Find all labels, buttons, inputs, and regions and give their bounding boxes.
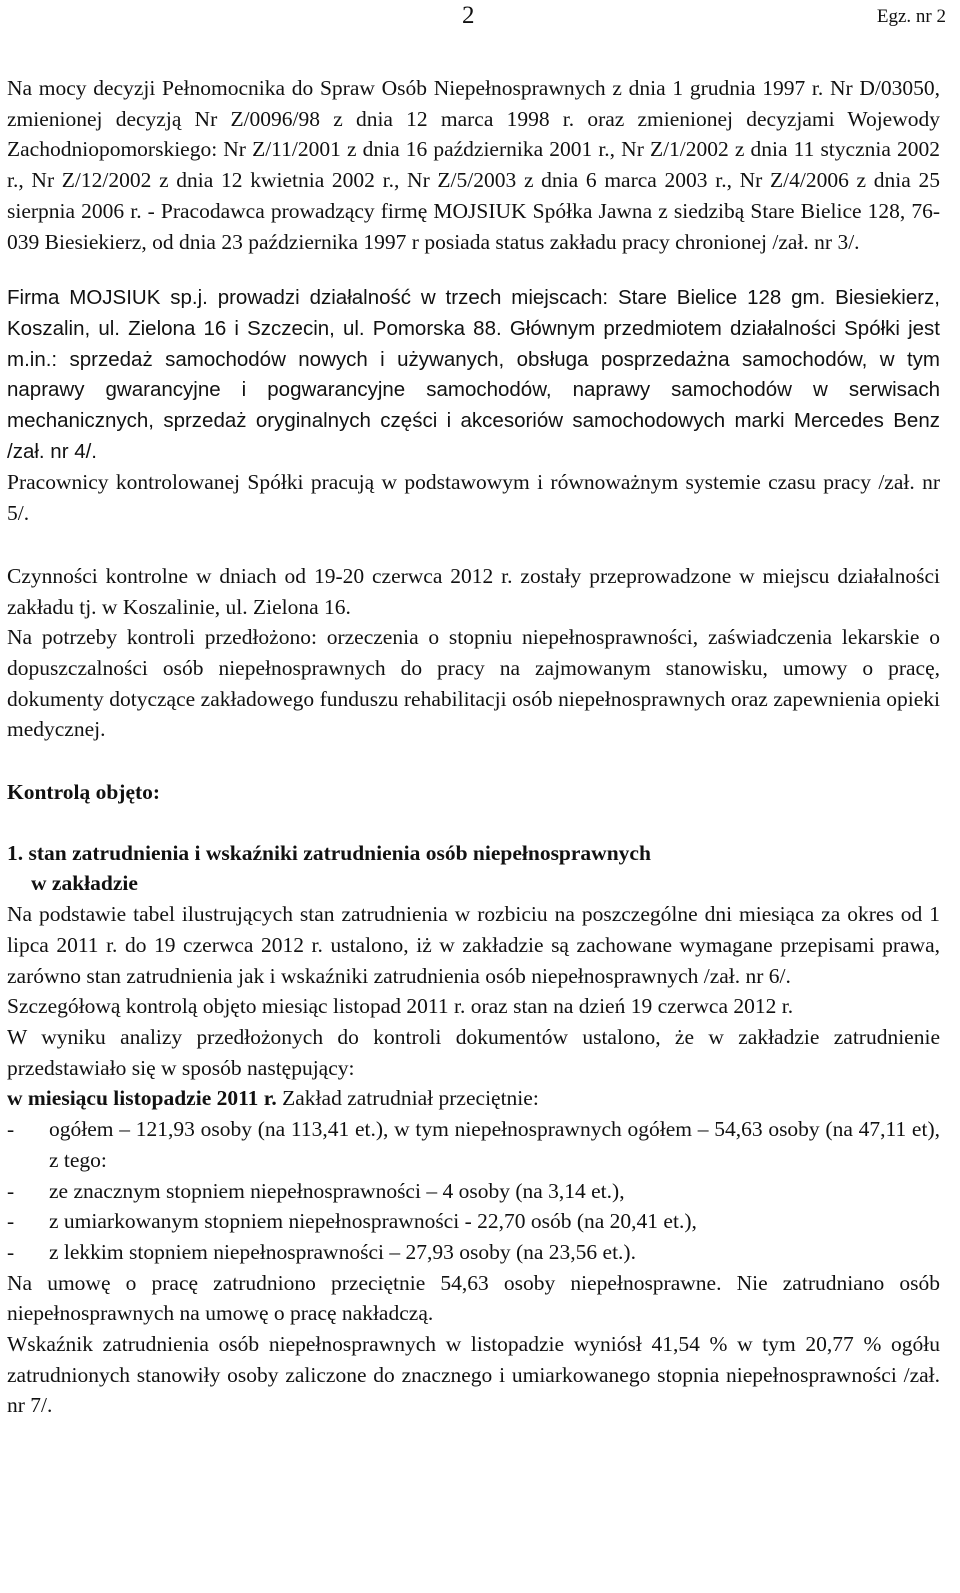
intro-paragraph-inspection-dates: Czynności kontrolne w dniach od 19-20 czerwca 2012 r. zostały przeprowadzone w miejscu działalności zakładu tj. w Koszalinie, ul. Zielona 16.	[7, 563, 940, 619]
section-1-paragraph-indicator: Wskaźnik zatrudnienia osób niepełnosprawnych w listopadzie wyniósł 41,54 % w tym 20,77 % ogółu zatrudnionych stanowiły osoby zaliczone do znacznego i umiarkowanego stopnia niepełnosprawności /zał. nr 7/.	[7, 1332, 940, 1418]
list-item-text: ze znacznym stopniem niepełnosprawności – 4 osoby (na 3,14 et.),	[49, 1178, 625, 1203]
section-1-paragraph-tables: Na podstawie tabel ilustrujących stan zatrudnienia w rozbiciu na poszczególne dni miesiąca za okres od 1 lipca 2011 r. do 19 czerwca 2012 r. ustalono, iż w zakładzie są zachowane wymagane przepisami prawa, zarówno stan zatrudnienia jak i wskaźniki zatrudnienia osób niepełnosprawnych /zał. nr 6/.	[7, 902, 940, 988]
section-1-paragraph-detailed-scope: Szczegółową kontrolą objęto miesiąc listopad 2011 r. oraz stan na dzień 19 czerwca 2012 r.	[7, 994, 794, 1019]
list-item	[7, 1206, 940, 1237]
list-bullet: -	[7, 1117, 15, 1142]
list-item-text: z umiarkowanym stopniem niepełnosprawności - 22,70 osób (na 20,41 et.),	[49, 1209, 697, 1234]
section-1-title-line1: 1. stan zatrudnienia i wskaźniki zatrudnienia osób niepełnosprawnych	[7, 840, 651, 865]
list-item-text: z lekkim stopniem niepełnosprawności – 27,93 osoby (na 23,56 et.).	[49, 1239, 636, 1264]
document-body	[7, 73, 940, 1421]
intro-paragraph-documents: Na potrzeby kontroli przedłożono: orzeczenia o stopniu niepełnosprawności, zaświadczenia lekarskie o dopuszczalności osób niepełnosprawnych do pracy na zajmowanym stanowisku, umowy o pracę, dokumenty dotyczące zakładowego funduszu rehabilitacji osób niepełnosprawnych oraz zapewnienia opieki medycznej.	[7, 625, 940, 742]
scope-heading: Kontrolą objęto:	[7, 780, 161, 805]
intro-paragraph-working-time: Pracownicy kontrolowanej Spółki pracują w podstawowym i równoważnym systemie czasu pracy /zał. nr 5/.	[7, 470, 940, 526]
list-item	[7, 1176, 940, 1207]
month-rest-text: Zakład zatrudniał przeciętnie:	[276, 1086, 539, 1111]
section-1-title-line2: w zakładzie	[31, 871, 138, 896]
copy-number-label: Egz. nr 2	[876, 6, 946, 27]
list-item	[7, 1237, 940, 1268]
section-1-month-line	[7, 1083, 940, 1114]
section-1-title	[7, 838, 940, 899]
list-bullet: -	[7, 1209, 15, 1234]
employment-list	[7, 1114, 940, 1268]
list-bullet: -	[7, 1178, 15, 1203]
list-bullet: -	[7, 1239, 15, 1264]
list-item-text: ogółem – 121,93 osoby (na 113,41 et.), w tym niepełnosprawnych ogółem – 54,63 osoby (na 47,11 et), z tego:	[49, 1117, 940, 1172]
intro-paragraph-locations: Firma MOJSIUK sp.j. prowadzi działalność w trzech miejscach: Stare Bielice 128 gm. Biesiekierz, Koszalin, ul. Zielona 16 i Szczecin, ul. Pomorska 88. Głównym przedmiotem działalności Spółki jest m.in.: sprzedaż samochodów nowych i używanych, obsługa posprzedażna samochodów, w tym naprawy gwarancyjne i pogwarancyjne samochodów, naprawy samochodów w serwisach mechanicznych, sprzedaż oryginalnych części i akcesoriów samochodowych marki Mercedes Benz /zał. nr 4/.	[7, 286, 940, 463]
section-1-paragraph-analysis: W wyniku analizy przedłożonych do kontroli dokumentów ustalono, że w zakładzie zatrudnienie przedstawiało się w sposób następujący:	[7, 1024, 940, 1080]
list-item	[7, 1114, 940, 1175]
month-label: w miesiącu listopadzie 2011 r.	[7, 1086, 277, 1111]
section-1-paragraph-contracts: Na umowę o pracę zatrudniono przeciętnie 54,63 osoby niepełnosprawne. Nie zatrudniano osób niepełnosprawnych na umowę o pracę nakładczą.	[7, 1270, 940, 1326]
page-number: 2	[462, 2, 475, 29]
intro-paragraph-decision: Na mocy decyzji Pełnomocnika do Spraw Osób Niepełnosprawnych z dnia 1 grudnia 1997 r. Nr D/03050, zmienionej decyzją Nr Z/0096/98 z dnia 12 marca 1998 r. oraz zmienionej decyzjami Wojewody Zachodniopomorskiego: Nr Z/11/2001 z dnia 16 października 2001 r., Nr Z/1/2002 z dnia 11 stycznia 2002 r., Nr Z/12/2002 z dnia 12 kwietnia 2002 r., Nr Z/5/2003 z dnia 6 marca 2003 r., Nr Z/4/2006 z dnia 25 sierpnia 2006 r. - Pracodawca prowadzący firmę MOJSIUK Spółka Jawna z siedzibą Stare Bielice 128, 76-039 Biesiekierz, od dnia 23 października 1997 r posiada status zakładu pracy chronionej /zał. nr 3/.	[7, 76, 940, 254]
